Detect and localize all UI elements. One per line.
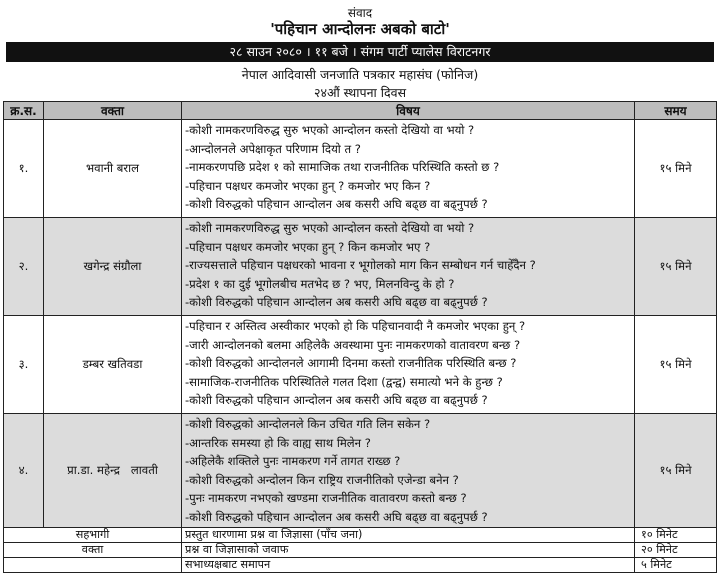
document-label: संवाद [347, 6, 373, 20]
table-row [4, 316, 717, 414]
topic-item: -कोशी विरुद्धको पहिचान आन्दोलन अब कसरी अघि बढ्छ वा बढ्नुपर्छ ? [185, 197, 488, 212]
speaker-label: वक्ता [4, 543, 182, 558]
topic-item: -पुनः नामकरण नभएको खण्डमा राजनीतिक वातावरण कस्तो बन्छ ? [185, 491, 467, 506]
topic-item: -कोशी नामकरणविरुद्ध सुरु भएको आन्दोलन कस्तो देखियो वा भयो ? [185, 221, 475, 235]
footer-topic: प्रश्न वा जिज्ञासाको जवाफ [182, 543, 635, 558]
speaker-name: प्रा.डा. महेन्द्र लावती [44, 414, 182, 528]
topic-item: -आन्दोलनले अपेक्षाकृत परिणाम दियो त ? [185, 141, 361, 156]
topic-list [182, 414, 635, 528]
topic-item: -प्रदेश १ का दुई भूगोलबीच मतभेद छ ? भए, मिलनविन्दु के हो ? [185, 276, 455, 291]
program-schedule-table [3, 101, 717, 573]
topic-item: -कोशी विरुद्धको पहिचान आन्दोलन अब कसरी अघि बढ्छ वा बढ्नुपर्छ ? [185, 509, 488, 524]
topic-item: -कोशी विरुद्धको आन्दोलनले आगामी दिनमा कस्तो राजनीतिक परिस्थिति बन्छ ? [185, 356, 517, 371]
table-row [4, 218, 717, 316]
header-speaker: वक्ता [44, 102, 182, 120]
topic-item: -नामकरणपछि प्रदेश १ को सामाजिक तथा राजनीतिक परिस्थिति कस्तो छ ? [185, 160, 500, 175]
topic-item: -कोशी नामकरणविरुद्ध सुरु भएको आन्दोलन कस्तो देखियो वा भयो ? [185, 123, 475, 137]
table-row [4, 558, 717, 573]
topic-item: -पहिचान पक्षधर कमजोर भएका हुन् ? कमजोर भए किन ? [185, 178, 431, 193]
topic-item: -अहिलेकै शक्तिले पुनः नामकरण गर्ने तागत राख्छ ? [185, 454, 401, 469]
speaker-name: खगेन्द्र संग्रौला [44, 218, 182, 316]
footer-time: ५ मिनेट [635, 558, 717, 573]
topic-list [182, 316, 635, 414]
event-info-bar: २८ साउन २०८० । ११ बजे । संगम पार्टी प्यालेस विराटनगर [6, 42, 714, 62]
footer-topic: सभाध्यक्षबाट समापन [182, 558, 635, 573]
organizer-name: नेपाल आदिवासी जनजाति पत्रकार महासंघ (फोनिज) [241, 67, 479, 82]
header-serial-number: क्र.स. [4, 102, 44, 120]
table-row [4, 528, 717, 543]
topic-list [182, 120, 635, 218]
topic-item: -जारी आन्दोलनको बलमा अहिलेकै अवस्थामा पुनः नामकरणको वातावरण बन्छ ? [185, 337, 521, 352]
document-title: 'पहिचान आन्दोलनः अबको बाटो' [270, 20, 450, 38]
topic-item: -पहिचान र अस्तित्व अस्वीकार भएको हो कि पहिचानवादी नै कमजोर भएका हुन् ? [185, 319, 526, 333]
footer-time: १० मिनेट [635, 528, 717, 543]
speaker-name: भवानी बराल [44, 120, 182, 218]
time-slot: १५ मिने [635, 316, 717, 414]
speaker-name: डम्बर खतिवडा [44, 316, 182, 414]
topic-item: -कोशी विरुद्धको पहिचान आन्दोलन अब कसरी अघि बढ्छ वा बढ्नुपर्छ ? [185, 295, 488, 310]
topic-item: -कोशी विरुद्धको पहिचान आन्दोलन अब कसरी अघि बढ्छ वा बढ्नुपर्छ ? [185, 393, 488, 408]
table-row [4, 543, 717, 558]
serial-number: ४. [4, 414, 44, 528]
header-topic: विषय [182, 102, 635, 120]
time-slot: १५ मिने [635, 414, 717, 528]
serial-number: ३. [4, 316, 44, 414]
topic-item: -आन्तरिक समस्या हो कि वाह्य साथ मिलेन ? [185, 435, 371, 450]
footer-topic: प्रस्तुत धारणामा प्रश्न वा जिज्ञासा (पाँच जना) [182, 528, 635, 543]
serial-number: २. [4, 218, 44, 316]
topic-item: -पहिचान पक्षधर कमजोर भएका हुन् ? किन कमजोर भए ? [185, 239, 431, 254]
footer-time: २० मिनेट [635, 543, 717, 558]
header-time: समय [635, 102, 717, 120]
participant-label: सहभागी [4, 528, 182, 543]
table-row [4, 414, 717, 528]
time-slot: १५ मिने [635, 120, 717, 218]
topic-item: -कोशी विरुद्धको अन्दोलन किन राष्ट्रिय राजनीतिको एजेन्डा बनेन ? [185, 472, 459, 487]
table-header-row [4, 102, 717, 120]
topic-item: -कोशी विरुद्धको आन्दोलनले किन उचित गति लिन सकेन ? [185, 417, 431, 431]
serial-number: १. [4, 120, 44, 218]
empty-label [4, 558, 182, 573]
topic-list [182, 218, 635, 316]
topic-item: -राज्यसत्ताले पहिचान पक्षधरको भावना र भूगोलको माग किन सम्बोधन गर्न चाहेँदैन ? [185, 258, 536, 273]
table-row [4, 120, 717, 218]
time-slot: १५ मिने [635, 218, 717, 316]
topic-item: -सामाजिक-राजनीतिक परिस्थितिले गलत दिशा (द्वन्द्व) समात्यो भने के हुन्छ ? [185, 374, 503, 389]
occasion-text: २४औं स्थापना दिवस [313, 85, 407, 100]
